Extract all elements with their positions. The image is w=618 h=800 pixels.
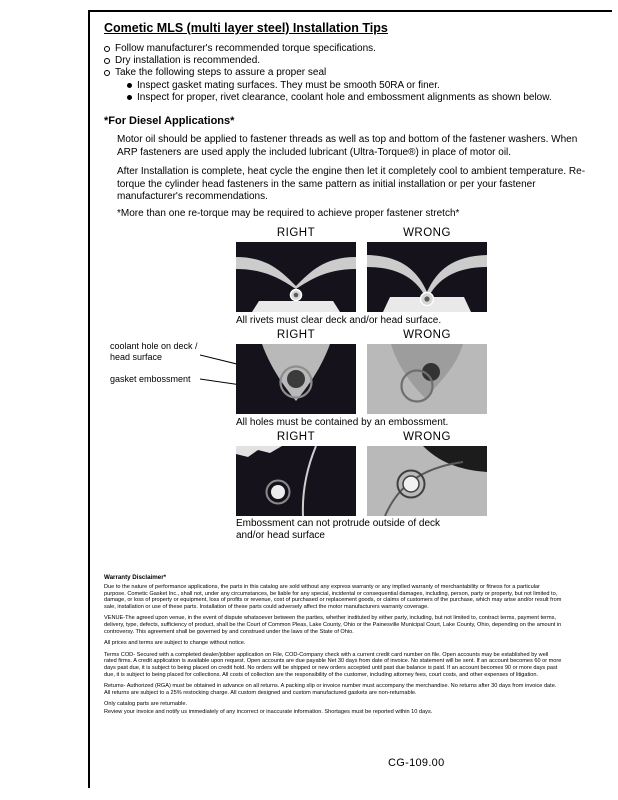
embossment-protruding-wrong-illustration <box>367 446 487 516</box>
diesel-paragraph-1: Motor oil should be applied to fastener threads as well as top and bottom of the fastener washers. When ARP fasteners are used apply the included lubricant (Ultra-Torque®) in place of motor oil. <box>117 134 578 158</box>
left-border-rule <box>88 10 90 788</box>
row1-caption: All rivets must clear deck and/or head surface. <box>236 315 442 326</box>
tip-sub-item <box>127 80 440 92</box>
solid-bullet-icon <box>127 83 132 88</box>
retorque-note: *More than one re-torque may be required to achieve proper fastener stretch* <box>117 208 460 219</box>
embossment-inside-right-illustration <box>236 446 356 516</box>
rivet-interference-wrong-illustration <box>367 242 487 312</box>
gasket-embossment-callout: gasket embossment <box>110 374 191 384</box>
solid-bullet-icon <box>127 95 132 100</box>
row2-caption: All holes must be contained by an embossment. <box>236 417 449 428</box>
hole-contained-right-illustration <box>236 344 356 414</box>
row3-wrong-header: WRONG <box>403 431 451 443</box>
diesel-paragraph-2: After Installation is complete, heat cycle the engine then let it completely cool to ambient temperature. Re-torque the cylinder head fasteners in the same pattern as initial installation or per your fastener manufacturer's recommendations. <box>117 166 586 202</box>
warranty-paragraph: Review your invoice and notify us immediately of any incorrect or inaccurate information. Shortages must be reported within 10 days. <box>104 708 433 715</box>
hollow-bullet-icon <box>104 58 110 64</box>
warranty-paragraph: VENUE-The agreed upon venue, in the event of dispute whatsoever between the parties, whether instituted by either party, including, but not limited to, contract terms, payment terms, delivery, type, defects, sufficiency of product, shall be the Court of Common Pleas, Lake County, Ohio or the Painesville Municipal Court, Lake County, Ohio, depending on the amount in controversy. This agreement shall be governed by and construed under the laws of the State of Ohio. <box>104 615 562 635</box>
row3-caption: Embossment can not protrude outside of deck and/or head surface <box>236 518 441 541</box>
row2-wrong-diagram-image <box>367 344 487 414</box>
row1-right-diagram-image <box>236 242 356 312</box>
coolant-hole-callout: coolant hole on deck / head surface <box>110 341 198 362</box>
warranty-text-block <box>104 584 562 721</box>
warranty-heading: Warranty Disclaimer* <box>104 574 167 581</box>
warranty-paragraph: Only catalog parts are returnable. <box>104 701 188 708</box>
row3-wrong-diagram-image <box>367 446 487 516</box>
warranty-paragraph: Due to the nature of performance applications, the parts in this catalog are sold without any express warranty or any implied warranty of merchantability or fitness for a particular purpose. Cometic Gasket Inc., shall not, under any circumstances, be liable for any special, incidental or consequential damages, including, person, party or property, but not limited to, damage, or loss of property or equipment, loss of profits or revenue, cost of purchased or replacement goods, or claims of customers of the purchase, which may arise and/or result from sale, installation or use of these parts. Installation of these parts could adversely affect the motor manufacturers warranty coverage. <box>104 584 562 610</box>
rivet-clear-right-illustration <box>236 242 356 312</box>
warranty-paragraph: Returns- Authorized (RGA) must be obtained in advance on all returns. A packing slip or invoice number must accompany the merchandise. No returns after 30 days from invoice date. All returns are subject to a 25% restocking charge. All custom designed and custom manufactured gaskets are non-returnable. <box>104 683 557 696</box>
tip-item <box>104 43 376 55</box>
tip-sub-item-text: Inspect for proper, rivet clearance, coolant hole and embossment alignments as shown below. <box>137 92 552 103</box>
hollow-bullet-icon <box>104 46 110 52</box>
tip-item <box>104 55 260 67</box>
tip-sub-item-text: Inspect gasket mating surfaces. They must be smooth 50RA or finer. <box>137 80 440 91</box>
row2-wrong-header: WRONG <box>403 329 451 341</box>
row1-wrong-header: WRONG <box>403 227 451 239</box>
row1-right-header: RIGHT <box>276 227 316 239</box>
row1-wrong-diagram-image <box>367 242 487 312</box>
tip-item-text: Take the following steps to assure a proper seal <box>115 67 327 78</box>
page-code: CG-109.00 <box>388 757 445 769</box>
hole-not-contained-wrong-illustration <box>367 344 487 414</box>
row3-right-diagram-image <box>236 446 356 516</box>
row3-right-header: RIGHT <box>276 431 316 443</box>
hollow-bullet-icon <box>104 70 110 76</box>
warranty-paragraph: Terms COD- Secured with a completed dealer/jobber application on File, COD-Company check with a current credit card number on file. Open accounts may be established by well rated firms. A credit application is available upon request. Open accounts are due payable Net 30 days from date of invoice. No statement will be sent. If an account becomes 60 or more days past due, it is subject to being placed on credit hold. No orders will be shipped or new orders accepted until past due balance is paid. If an account becomes 90 or more days past due, it is subject to being placed for collections. All costs of collection are the responsibility of the customer, including attorney fees, court costs, and other expenses of litigation. <box>104 651 562 678</box>
tip-item-text: Dry installation is recommended. <box>115 55 261 66</box>
top-border-rule <box>88 10 612 12</box>
row2-right-diagram-image <box>236 344 356 414</box>
tip-item-text: Follow manufacturer's recommended torque specifications. <box>115 43 376 54</box>
tip-item <box>104 67 326 79</box>
diesel-heading: *For Diesel Applications* <box>104 115 235 127</box>
warranty-paragraph: All prices and terms are subject to change without notice. <box>104 640 246 647</box>
page-title: Cometic MLS (multi layer steel) Installation Tips <box>104 21 388 35</box>
tip-sub-item <box>127 92 552 104</box>
row2-right-header: RIGHT <box>276 329 316 341</box>
